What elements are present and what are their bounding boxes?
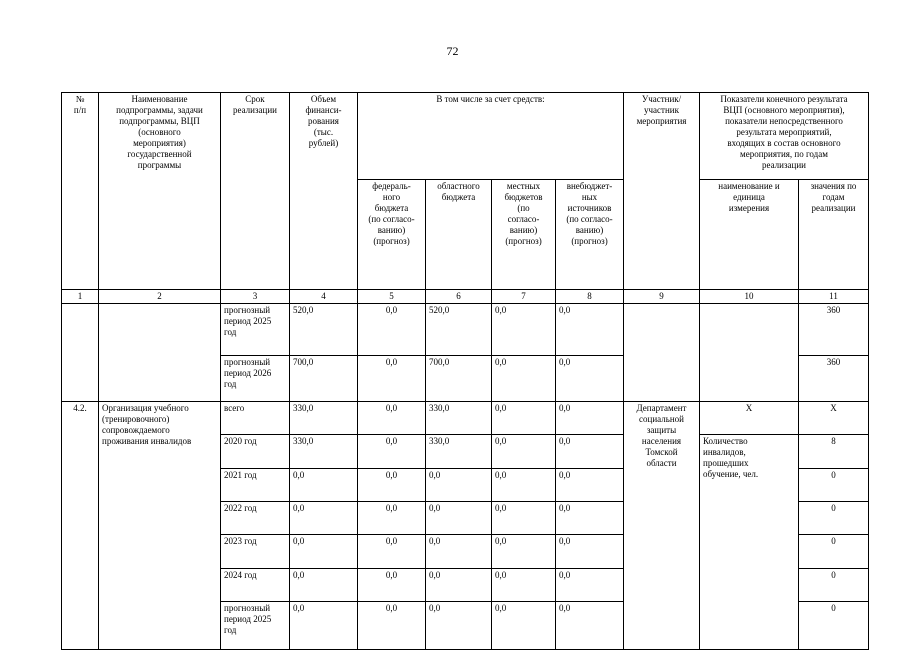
offbudget-cell: 0,0 bbox=[556, 502, 624, 535]
value-cell: 0 bbox=[799, 569, 869, 602]
federal-cell: 0,0 bbox=[358, 602, 426, 650]
value-cell: 0 bbox=[799, 469, 869, 502]
header-volume: Объем финанси- рования (тыс. рублей) bbox=[290, 93, 358, 290]
col-number: 11 bbox=[799, 290, 869, 304]
volume-cell: 330,0 bbox=[290, 402, 358, 435]
regional-cell: 0,0 bbox=[426, 535, 492, 569]
header-ind-name: наименование и единица измерения bbox=[700, 180, 799, 290]
local-cell: 0,0 bbox=[492, 502, 556, 535]
regional-cell: 0,0 bbox=[426, 502, 492, 535]
regional-cell: 0,0 bbox=[426, 602, 492, 650]
header-local: местных бюджетов (по согласо- ванию) (прогноз) bbox=[492, 180, 556, 290]
header-regional: областного бюджета bbox=[426, 180, 492, 290]
value-cell: 0 bbox=[799, 535, 869, 569]
empty-cell bbox=[624, 304, 700, 402]
volume-cell: 330,0 bbox=[290, 435, 358, 469]
value-cell: X bbox=[799, 402, 869, 435]
table-row bbox=[62, 304, 869, 356]
table-row bbox=[62, 402, 869, 435]
offbudget-cell: 0,0 bbox=[556, 435, 624, 469]
header-period: Срок реализации bbox=[221, 93, 290, 290]
offbudget-cell: 0,0 bbox=[556, 356, 624, 402]
offbudget-cell: 0,0 bbox=[556, 469, 624, 502]
col-number: 3 bbox=[221, 290, 290, 304]
volume-cell: 0,0 bbox=[290, 535, 358, 569]
offbudget-cell: 0,0 bbox=[556, 602, 624, 650]
federal-cell: 0,0 bbox=[358, 535, 426, 569]
period-cell: прогнозный период 2025 год bbox=[221, 602, 290, 650]
period-cell: 2022 год bbox=[221, 502, 290, 535]
federal-cell: 0,0 bbox=[358, 502, 426, 535]
regional-cell: 700,0 bbox=[426, 356, 492, 402]
regional-cell: 0,0 bbox=[426, 569, 492, 602]
period-cell: прогнозный период 2025 год bbox=[221, 304, 290, 356]
period-cell: 2020 год bbox=[221, 435, 290, 469]
col-number: 8 bbox=[556, 290, 624, 304]
volume-cell: 520,0 bbox=[290, 304, 358, 356]
period-cell: 2024 год bbox=[221, 569, 290, 602]
header-offbudget: внебюджет- ных источников (по согласо- ванию) (прогноз) bbox=[556, 180, 624, 290]
period-cell: 2023 год bbox=[221, 535, 290, 569]
local-cell: 0,0 bbox=[492, 469, 556, 502]
regional-cell: 330,0 bbox=[426, 435, 492, 469]
local-cell: 0,0 bbox=[492, 356, 556, 402]
federal-cell: 0,0 bbox=[358, 435, 426, 469]
empty-cell bbox=[99, 304, 221, 402]
period-cell: прогнозный период 2026 год bbox=[221, 356, 290, 402]
header-indicators: Показатели конечного результата ВЦП (основного мероприятия), показатели непосредственного результата мероприятий, входящих в состав основного мероприятия, по годам реализации bbox=[700, 93, 869, 180]
period-cell: всего bbox=[221, 402, 290, 435]
value-cell: 0 bbox=[799, 502, 869, 535]
item-name: Организация учебного (тренировочного) сопровождаемого проживания инвалидов bbox=[99, 402, 221, 650]
local-cell: 0,0 bbox=[492, 535, 556, 569]
empty-cell bbox=[62, 304, 99, 402]
regional-cell: 330,0 bbox=[426, 402, 492, 435]
value-cell: 360 bbox=[799, 304, 869, 356]
local-cell: 0,0 bbox=[492, 304, 556, 356]
col-number: 4 bbox=[290, 290, 358, 304]
page-number: 72 bbox=[446, 44, 459, 58]
col-number: 6 bbox=[426, 290, 492, 304]
federal-cell: 0,0 bbox=[358, 402, 426, 435]
volume-cell: 700,0 bbox=[290, 356, 358, 402]
header-including: В том числе за счет средств: bbox=[358, 93, 624, 180]
indicator-name-total: X bbox=[700, 402, 799, 435]
local-cell: 0,0 bbox=[492, 602, 556, 650]
col-number: 7 bbox=[492, 290, 556, 304]
federal-cell: 0,0 bbox=[358, 304, 426, 356]
empty-cell bbox=[700, 304, 799, 402]
offbudget-cell: 0,0 bbox=[556, 304, 624, 356]
value-cell: 360 bbox=[799, 356, 869, 402]
header-ind-values: значения по годам реализации bbox=[799, 180, 869, 290]
col-number: 9 bbox=[624, 290, 700, 304]
header-num: № п/п bbox=[62, 93, 99, 290]
value-cell: 8 bbox=[799, 435, 869, 469]
offbudget-cell: 0,0 bbox=[556, 535, 624, 569]
value-cell: 0 bbox=[799, 602, 869, 650]
volume-cell: 0,0 bbox=[290, 502, 358, 535]
header-federal: федераль- ного бюджета (по согласо- ванию) (прогноз) bbox=[358, 180, 426, 290]
volume-cell: 0,0 bbox=[290, 602, 358, 650]
participant-cell: Департамент социальной защиты населения Томской области bbox=[624, 402, 700, 650]
header-participant: Участник/ участник мероприятия bbox=[624, 93, 700, 290]
indicator-name: Количество инвалидов, прошедших обучение, чел. bbox=[700, 435, 799, 650]
federal-cell: 0,0 bbox=[358, 569, 426, 602]
offbudget-cell: 0,0 bbox=[556, 569, 624, 602]
col-number: 5 bbox=[358, 290, 426, 304]
col-number: 1 bbox=[62, 290, 99, 304]
offbudget-cell: 0,0 bbox=[556, 402, 624, 435]
local-cell: 0,0 bbox=[492, 402, 556, 435]
program-table bbox=[61, 92, 869, 650]
item-number: 4.2. bbox=[62, 402, 99, 650]
local-cell: 0,0 bbox=[492, 569, 556, 602]
col-number: 2 bbox=[99, 290, 221, 304]
federal-cell: 0,0 bbox=[358, 356, 426, 402]
header-name: Наименование подпрограммы, задачи подпрограммы, ВЦП (основного мероприятия) государственной программы bbox=[99, 93, 221, 290]
regional-cell: 0,0 bbox=[426, 469, 492, 502]
period-cell: 2021 год bbox=[221, 469, 290, 502]
federal-cell: 0,0 bbox=[358, 469, 426, 502]
volume-cell: 0,0 bbox=[290, 469, 358, 502]
local-cell: 0,0 bbox=[492, 435, 556, 469]
regional-cell: 520,0 bbox=[426, 304, 492, 356]
col-number: 10 bbox=[700, 290, 799, 304]
volume-cell: 0,0 bbox=[290, 569, 358, 602]
